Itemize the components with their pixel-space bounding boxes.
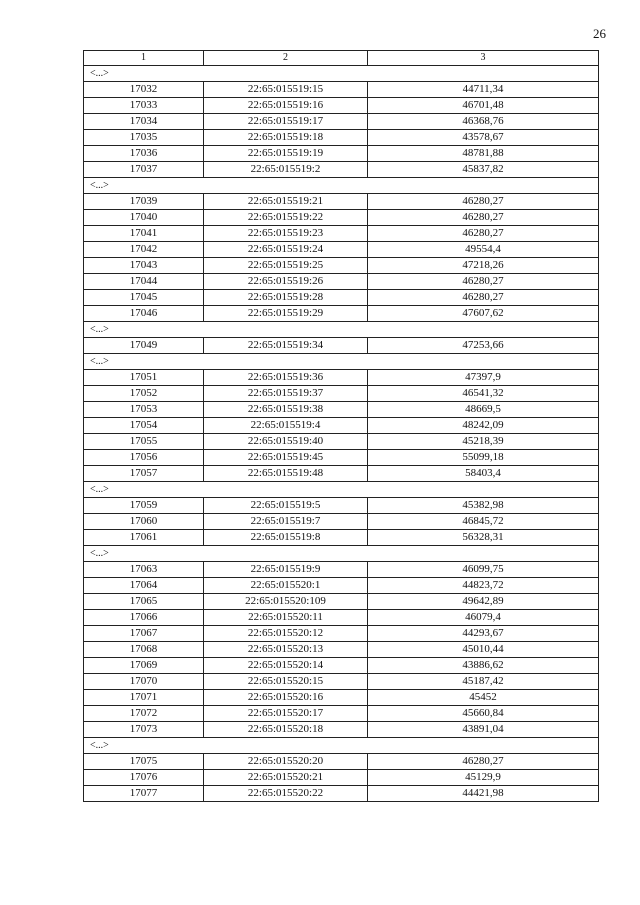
table-row: [84, 306, 599, 322]
cadastral-number-cell: 22:65:015520:16: [204, 690, 368, 706]
row-number-cell: 17044: [84, 274, 204, 290]
row-number-cell: 17070: [84, 674, 204, 690]
value-cell: 43886,62: [368, 658, 599, 674]
value-cell: 46845,72: [368, 514, 599, 530]
table-row: [84, 450, 599, 466]
omission-row: [84, 178, 599, 194]
value-cell: 46280,27: [368, 194, 599, 210]
omission-marker: <...>: [84, 66, 599, 82]
value-cell: 56328,31: [368, 530, 599, 546]
value-cell: 55099,18: [368, 450, 599, 466]
table-row: [84, 642, 599, 658]
cadastral-number-cell: 22:65:015519:16: [204, 98, 368, 114]
row-number-cell: 17049: [84, 338, 204, 354]
table-row: [84, 82, 599, 98]
cadastral-number-cell: 22:65:015520:109: [204, 594, 368, 610]
cadastral-number-cell: 22:65:015519:45: [204, 450, 368, 466]
row-number-cell: 17039: [84, 194, 204, 210]
cadastral-number-cell: 22:65:015519:29: [204, 306, 368, 322]
row-number-cell: 17040: [84, 210, 204, 226]
omission-marker: <...>: [84, 178, 599, 194]
table-row: [84, 690, 599, 706]
table-row: [84, 674, 599, 690]
value-cell: 45010,44: [368, 642, 599, 658]
value-cell: 47607,62: [368, 306, 599, 322]
table-row: [84, 274, 599, 290]
value-cell: 47397,9: [368, 370, 599, 386]
table-body: [84, 51, 599, 802]
value-cell: 45382,98: [368, 498, 599, 514]
table-row: [84, 434, 599, 450]
page-number: 26: [593, 26, 606, 41]
value-cell: 46701,48: [368, 98, 599, 114]
row-number-cell: 17076: [84, 770, 204, 786]
row-number-cell: 17061: [84, 530, 204, 546]
table-row: [84, 658, 599, 674]
value-cell: 44293,67: [368, 626, 599, 642]
value-cell: 43891,04: [368, 722, 599, 738]
omission-marker: <...>: [84, 322, 599, 338]
cadastral-number-cell: 22:65:015520:18: [204, 722, 368, 738]
table-row: [84, 114, 599, 130]
value-cell: 47253,66: [368, 338, 599, 354]
table-row: [84, 210, 599, 226]
cadastral-number-cell: 22:65:015519:22: [204, 210, 368, 226]
row-number-cell: 17064: [84, 578, 204, 594]
table-row: [84, 626, 599, 642]
value-cell: 46368,76: [368, 114, 599, 130]
table-row: [84, 466, 599, 482]
table-row: [84, 770, 599, 786]
table-row: [84, 610, 599, 626]
cadastral-number-cell: 22:65:015519:37: [204, 386, 368, 402]
row-number-cell: 17053: [84, 402, 204, 418]
table-row: [84, 194, 599, 210]
column-header: 3: [368, 51, 599, 66]
value-cell: 46079,4: [368, 610, 599, 626]
table-row: [84, 98, 599, 114]
value-cell: 45660,84: [368, 706, 599, 722]
cadastral-number-cell: 22:65:015519:15: [204, 82, 368, 98]
cadastral-number-cell: 22:65:015520:12: [204, 626, 368, 642]
row-number-cell: 17036: [84, 146, 204, 162]
cadastral-number-cell: 22:65:015519:48: [204, 466, 368, 482]
cadastral-number-cell: 22:65:015519:36: [204, 370, 368, 386]
table-row: [84, 418, 599, 434]
omission-row: [84, 322, 599, 338]
cadastral-number-cell: 22:65:015519:17: [204, 114, 368, 130]
column-header: 2: [204, 51, 368, 66]
value-cell: 46280,27: [368, 290, 599, 306]
row-number-cell: 17033: [84, 98, 204, 114]
row-number-cell: 17045: [84, 290, 204, 306]
cadastral-number-cell: 22:65:015519:2: [204, 162, 368, 178]
cadastral-number-cell: 22:65:015519:25: [204, 258, 368, 274]
cadastral-number-cell: 22:65:015519:8: [204, 530, 368, 546]
omission-row: [84, 738, 599, 754]
cadastral-number-cell: 22:65:015520:11: [204, 610, 368, 626]
row-number-cell: 17072: [84, 706, 204, 722]
table-row: [84, 498, 599, 514]
cadastral-number-cell: 22:65:015519:19: [204, 146, 368, 162]
cadastral-number-cell: 22:65:015519:4: [204, 418, 368, 434]
cadastral-number-cell: 22:65:015519:5: [204, 498, 368, 514]
row-number-cell: 17057: [84, 466, 204, 482]
value-cell: 46099,75: [368, 562, 599, 578]
table-row: [84, 706, 599, 722]
value-cell: 48242,09: [368, 418, 599, 434]
value-cell: 45452: [368, 690, 599, 706]
value-cell: 46280,27: [368, 226, 599, 242]
omission-marker: <...>: [84, 738, 599, 754]
omission-row: [84, 546, 599, 562]
omission-row: [84, 66, 599, 82]
table-row: [84, 514, 599, 530]
row-number-cell: 17051: [84, 370, 204, 386]
row-number-cell: 17069: [84, 658, 204, 674]
cadastral-number-cell: 22:65:015520:15: [204, 674, 368, 690]
table-row: [84, 226, 599, 242]
row-number-cell: 17035: [84, 130, 204, 146]
row-number-cell: 17071: [84, 690, 204, 706]
table-row: [84, 722, 599, 738]
row-number-cell: 17046: [84, 306, 204, 322]
cadastral-number-cell: 22:65:015520:14: [204, 658, 368, 674]
table-row: [84, 242, 599, 258]
table-row: [84, 786, 599, 802]
omission-row: [84, 482, 599, 498]
value-cell: 45837,82: [368, 162, 599, 178]
value-cell: 45129,9: [368, 770, 599, 786]
cadastral-number-cell: 22:65:015520:17: [204, 706, 368, 722]
row-number-cell: 17052: [84, 386, 204, 402]
cadastral-number-cell: 22:65:015519:28: [204, 290, 368, 306]
cadastral-number-cell: 22:65:015519:34: [204, 338, 368, 354]
omission-row: [84, 354, 599, 370]
value-cell: 45218,39: [368, 434, 599, 450]
table-row: [84, 386, 599, 402]
row-number-cell: 17059: [84, 498, 204, 514]
table-row: [84, 402, 599, 418]
value-cell: 44711,34: [368, 82, 599, 98]
value-cell: 58403,4: [368, 466, 599, 482]
row-number-cell: 17066: [84, 610, 204, 626]
value-cell: 46280,27: [368, 754, 599, 770]
cadastral-number-cell: 22:65:015519:23: [204, 226, 368, 242]
row-number-cell: 17067: [84, 626, 204, 642]
cadastral-number-cell: 22:65:015519:38: [204, 402, 368, 418]
row-number-cell: 17041: [84, 226, 204, 242]
table-row: [84, 562, 599, 578]
row-number-cell: 17042: [84, 242, 204, 258]
row-number-cell: 17056: [84, 450, 204, 466]
value-cell: 49554,4: [368, 242, 599, 258]
cadastral-number-cell: 22:65:015519:24: [204, 242, 368, 258]
cadastral-number-cell: 22:65:015519:21: [204, 194, 368, 210]
table-row: [84, 338, 599, 354]
cadastral-number-cell: 22:65:015520:20: [204, 754, 368, 770]
table-row: [84, 594, 599, 610]
cadastral-number-cell: 22:65:015520:22: [204, 786, 368, 802]
data-table: [83, 50, 599, 802]
omission-marker: <...>: [84, 546, 599, 562]
row-number-cell: 17055: [84, 434, 204, 450]
table-row: [84, 258, 599, 274]
row-number-cell: 17060: [84, 514, 204, 530]
cadastral-number-cell: 22:65:015520:1: [204, 578, 368, 594]
row-number-cell: 17075: [84, 754, 204, 770]
cadastral-number-cell: 22:65:015520:21: [204, 770, 368, 786]
table-row: [84, 130, 599, 146]
table-row: [84, 290, 599, 306]
table-row: [84, 146, 599, 162]
row-number-cell: 17043: [84, 258, 204, 274]
row-number-cell: 17054: [84, 418, 204, 434]
row-number-cell: 17037: [84, 162, 204, 178]
row-number-cell: 17063: [84, 562, 204, 578]
table-header-row: [84, 51, 599, 66]
cadastral-number-cell: 22:65:015520:13: [204, 642, 368, 658]
omission-marker: <...>: [84, 354, 599, 370]
value-cell: 48669,5: [368, 402, 599, 418]
value-cell: 48781,88: [368, 146, 599, 162]
row-number-cell: 17032: [84, 82, 204, 98]
value-cell: 44421,98: [368, 786, 599, 802]
omission-marker: <...>: [84, 482, 599, 498]
value-cell: 45187,42: [368, 674, 599, 690]
value-cell: 43578,67: [368, 130, 599, 146]
value-cell: 46280,27: [368, 210, 599, 226]
cadastral-number-cell: 22:65:015519:7: [204, 514, 368, 530]
row-number-cell: 17034: [84, 114, 204, 130]
value-cell: 47218,26: [368, 258, 599, 274]
row-number-cell: 17068: [84, 642, 204, 658]
cadastral-number-cell: 22:65:015519:40: [204, 434, 368, 450]
cadastral-number-cell: 22:65:015519:26: [204, 274, 368, 290]
table-row: [84, 370, 599, 386]
value-cell: 49642,89: [368, 594, 599, 610]
value-cell: 46541,32: [368, 386, 599, 402]
table-row: [84, 578, 599, 594]
table-row: [84, 530, 599, 546]
table-row: [84, 754, 599, 770]
value-cell: 46280,27: [368, 274, 599, 290]
value-cell: 44823,72: [368, 578, 599, 594]
column-header: 1: [84, 51, 204, 66]
row-number-cell: 17077: [84, 786, 204, 802]
cadastral-number-cell: 22:65:015519:18: [204, 130, 368, 146]
row-number-cell: 17065: [84, 594, 204, 610]
table-row: [84, 162, 599, 178]
cadastral-number-cell: 22:65:015519:9: [204, 562, 368, 578]
row-number-cell: 17073: [84, 722, 204, 738]
